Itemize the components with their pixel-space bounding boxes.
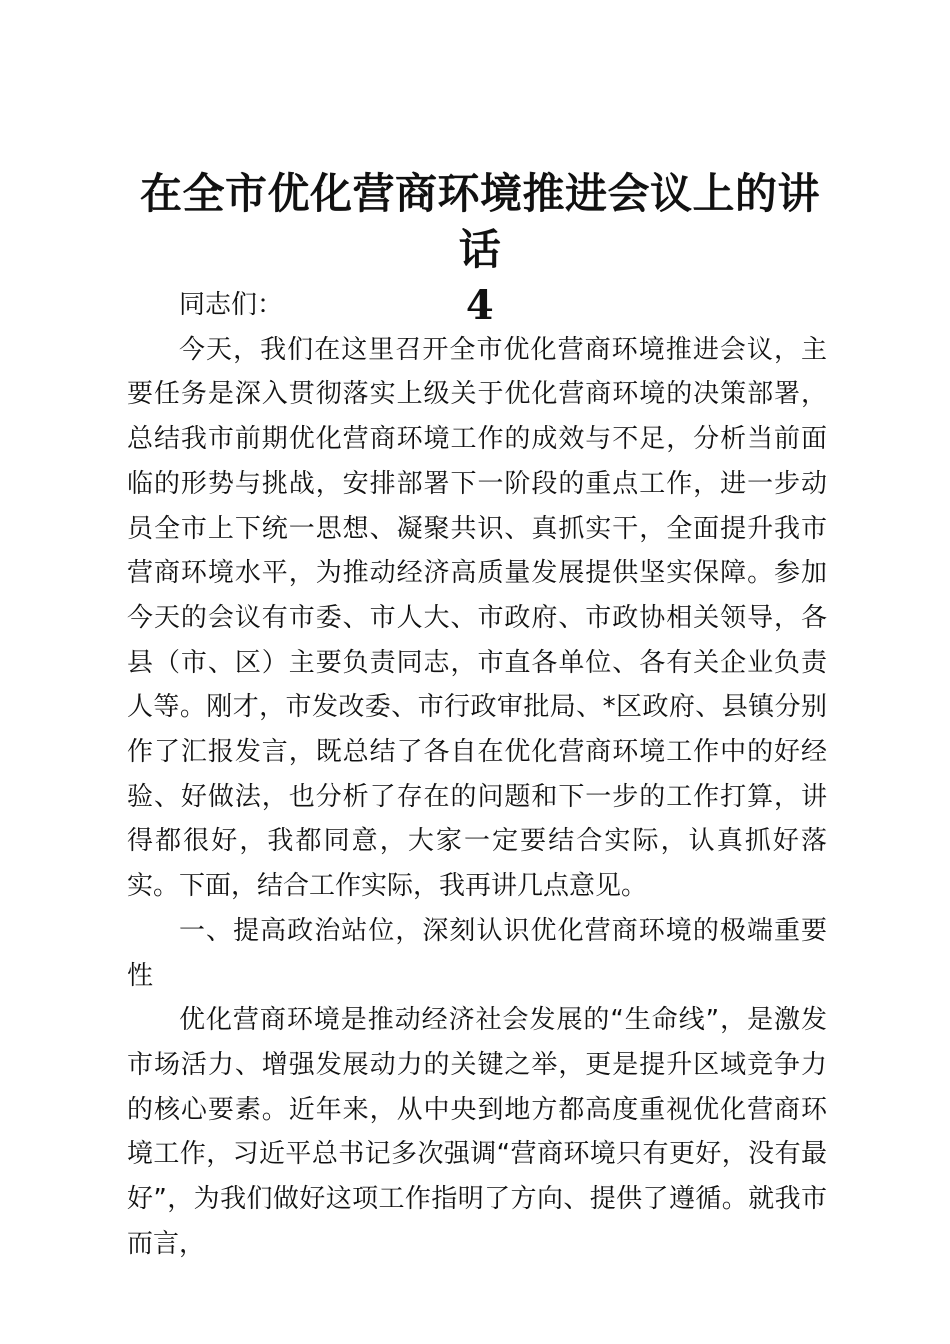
title-line-2: 4 <box>465 282 495 329</box>
section-heading: 一、提高政治站位，深刻认识优化营商环境的极端重要性 <box>127 915 827 991</box>
paragraph-opening: 今天，我们在这里召开全市优化营商环境推进会议，主要任务是深入贯彻落实上级关于优化营商环境的决策部署，总结我市前期优化营商环境工作的成效与不足，分析当前面临的形势与挑战，安排部署下一阶段的重点工作，进一步动员全市上下统一思想、凝聚共识、真抓实干，全面提升我市营商环境水平，为推动经济高质量发展提供坚实保障。参加今天的会议有市委、市人大、市政府、市政协相关领导，各县（市、区）主要负责同志，市直各单位、各有关企业负责人等。刚才，市发改委、市行政审批局、*区政府、县镇分别作了汇报发言，既总结了各自在优化营商环境工作中的好经验、好做法，也分析了存在的问题和下一步的工作打算，讲得都很好，我都同意，大家一定要结合实际，认真抓好落实。下面，结合工作实际，我再讲几点意见。 <box>127 334 827 902</box>
title-line-1: 在全市优化营商环境推进会议上的讲话 <box>139 169 820 274</box>
paragraph-section-1: 优化营商环境是推动经济社会发展的“生命线”，是激发市场活力、增强发展动力的关键之举，更是提升区域竞争力的核心要素。近年来，从中央到地方都高度重视优化营商环境工作，习近平总书记多次强调“营商环境只有更好，没有最好”，为我们做好这项工作指明了方向、提供了遵循。就我市而言， <box>127 1005 827 1259</box>
salutation: 同志们： <box>179 290 284 320</box>
document-body <box>127 283 827 1266</box>
